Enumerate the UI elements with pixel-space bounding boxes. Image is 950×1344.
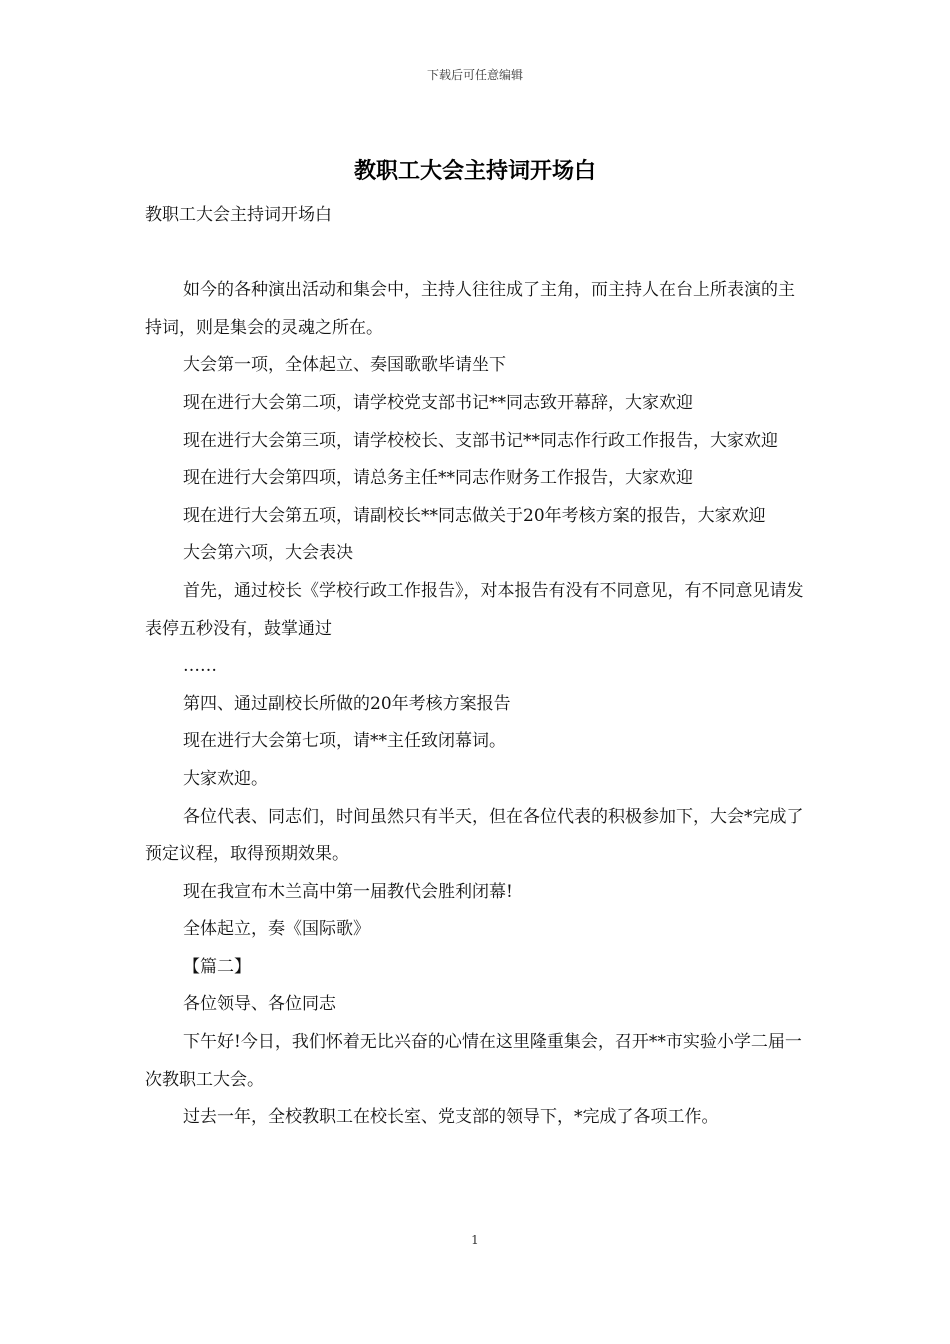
paragraph: 现在进行大会第二项，请学校党支部书记**同志致开幕辞，大家欢迎 (183, 392, 693, 413)
paragraph: 各位代表、同志们，时间虽然只有半天，但在各位代表的积极参加下，大会*完成了预定议程，取得预期效果。 (145, 806, 804, 865)
paragraph: 首先，通过校长《学校行政工作报告》，对本报告有没有不同意见，有不同意见请发表停五秒没有，鼓掌通过 (145, 580, 804, 639)
paragraph: 现在进行大会第四项，请总务主任**同志作财务工作报告，大家欢迎 (183, 468, 693, 489)
paragraph: 大会第一项，全体起立、奏国歌歌毕请坐下 (183, 355, 506, 376)
document-title: 教职工大会主持词开场白 (353, 158, 596, 184)
paragraph: 如今的各种演出活动和集会中，主持人往往成了主角，而主持人在台上所表演的主持词，则是集会的灵魂之所在。 (145, 280, 795, 338)
paragraph: 各位领导、各位同志 (183, 994, 336, 1015)
paragraph: 现在进行大会第七项，请**主任致闭幕词。 (183, 731, 506, 752)
paragraph: 大家欢迎。 (183, 768, 268, 789)
paragraph: 过去一年，全校教职工在校长室、党支部的领导下，*完成了各项工作。 (183, 1107, 719, 1128)
section-heading: 【篇二】 (183, 956, 251, 977)
paragraph: 现在进行大会第五项，请副校长**同志做关于20年考核方案的报告，大家欢迎 (183, 505, 766, 526)
paragraph: 现在进行大会第三项，请学校校长、支部书记**同志作行政工作报告，大家欢迎 (183, 430, 778, 451)
page-header-note: 下载后可任意编辑 (426, 68, 523, 82)
document-body (145, 197, 810, 1137)
paragraph: 现在我宣布木兰高中第一届教代会胜利闭幕! (183, 881, 513, 902)
blank-line (145, 235, 810, 273)
paragraph: 全体起立，奏《国际歌》 (183, 919, 370, 940)
paragraph: 第四、通过副校长所做的20年考核方案报告 (183, 693, 511, 714)
paragraph: 大会第六项，大会表决 (183, 543, 353, 564)
ellipsis-line: …… (183, 656, 217, 677)
paragraph: 下午好!今日，我们怀着无比兴奋的心情在这里隆重集会，召开**市实验小学二届一次教职工大会。 (145, 1032, 802, 1090)
page-number: 1 (471, 1233, 479, 1247)
document-subtitle: 教职工大会主持词开场白 (145, 205, 332, 225)
